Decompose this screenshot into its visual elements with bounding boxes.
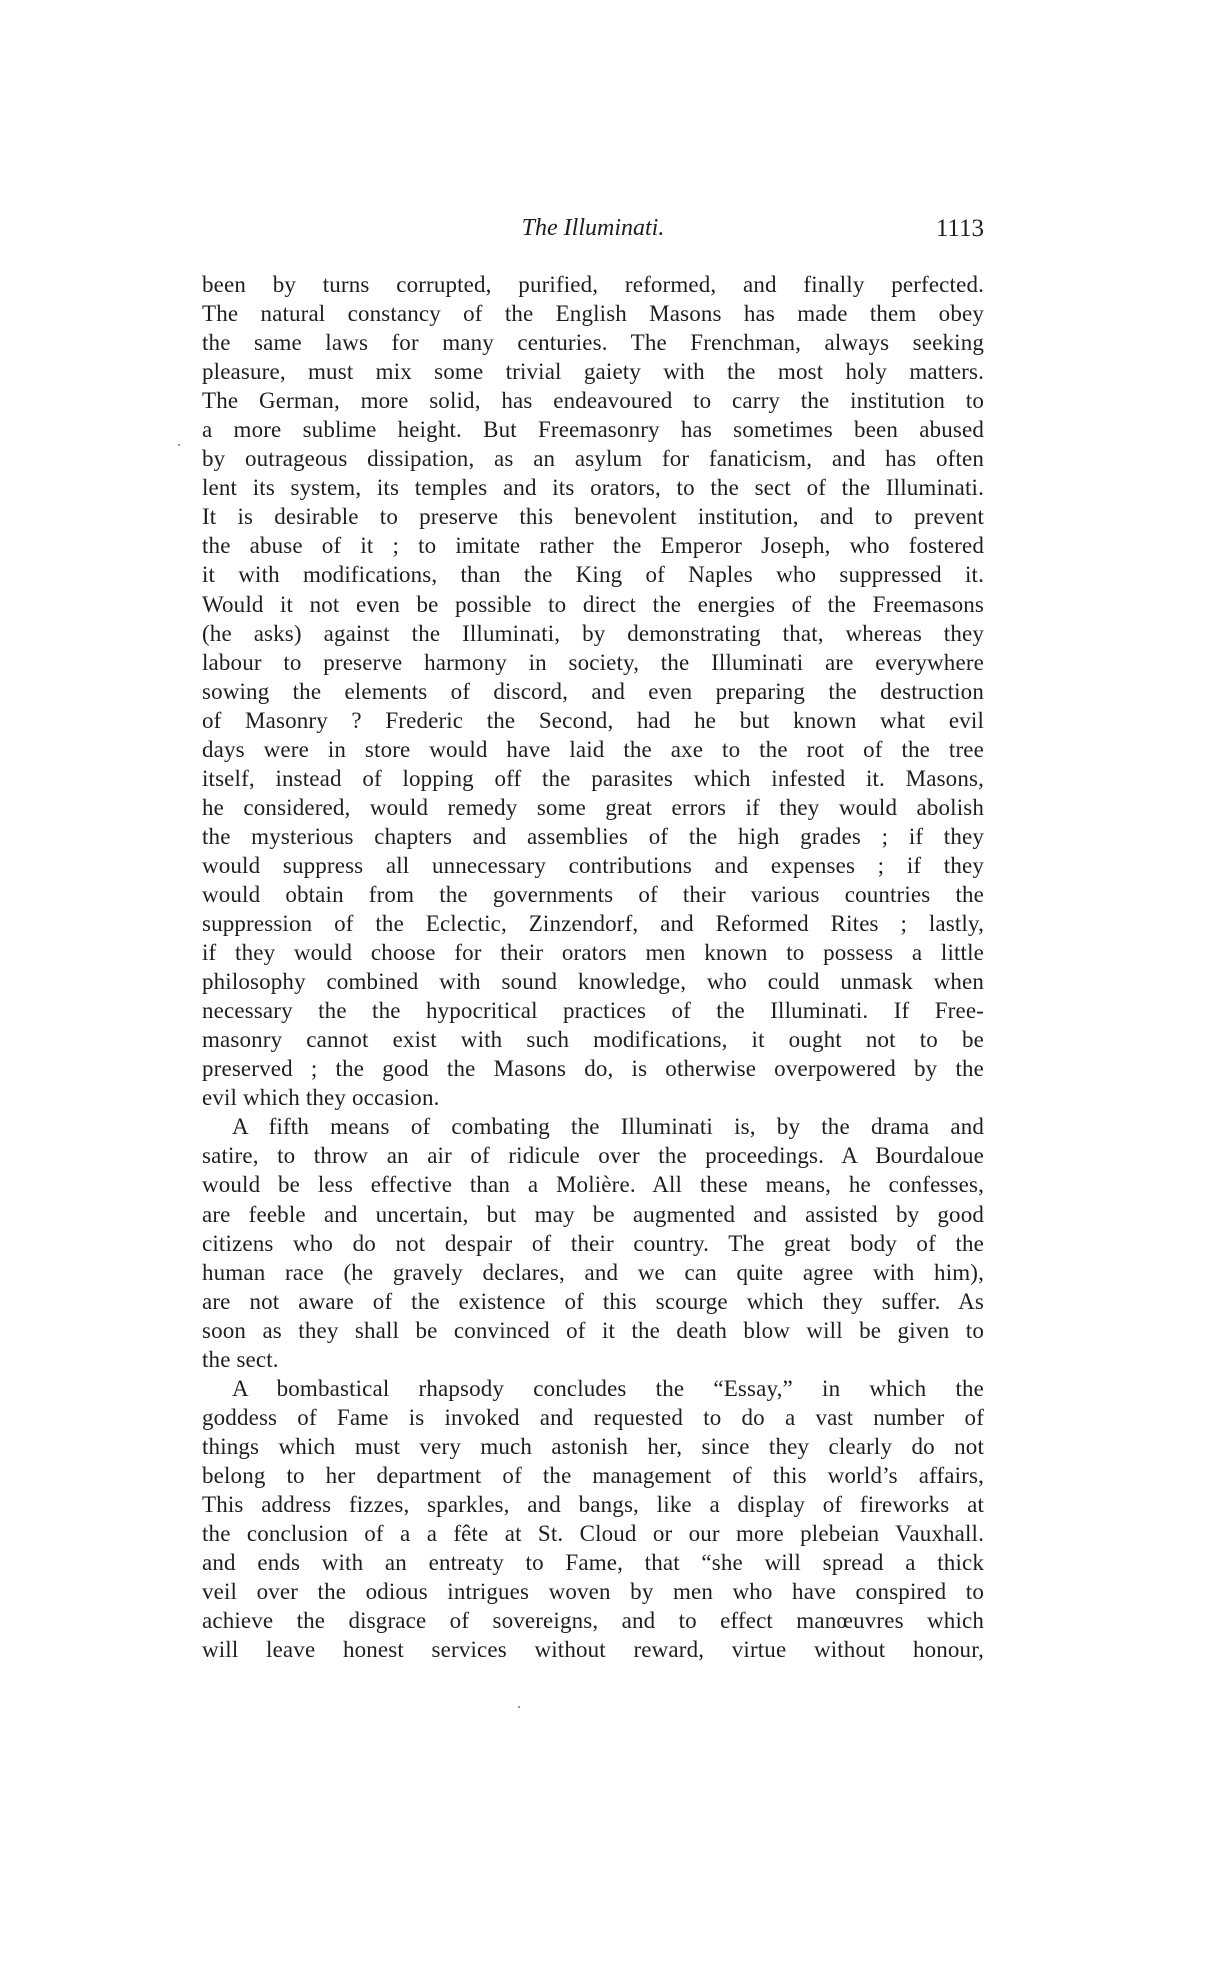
text-line: It is desirable to preserve this benevolent institution, and to prevent (202, 504, 984, 530)
text-line: the abuse of it ; to imitate rather the Emperor Joseph, who fostered (202, 533, 984, 559)
text-line: veil over the odious intrigues woven by men who have conspired to (202, 1579, 984, 1605)
text-line: citizens who do not despair of their country. The great body of the (202, 1230, 984, 1256)
text-line: are not aware of the existence of this scourge which they suffer. As (202, 1288, 984, 1314)
text-line: sowing the elements of discord, and even preparing the destruction (202, 678, 984, 704)
text-line: the mysterious chapters and assemblies of the high grades ; if they (202, 823, 984, 849)
text-line: and ends with an entreaty to Fame, that “she will spread a thick (202, 1550, 984, 1576)
text-line: The German, more solid, has endeavoured to carry the institution to (202, 388, 984, 414)
text-line: A bombastical rhapsody concludes the “Essay,” in which the (232, 1375, 984, 1401)
text-line: lent its system, its temples and its orators, to the sect of the Illuminati. (202, 475, 984, 501)
text-line: itself, instead of lopping off the parasites which infested it. Masons, (202, 765, 984, 791)
text-line: achieve the disgrace of sovereigns, and to effect manœuvres which (202, 1608, 984, 1634)
text-line: Would it not even be possible to direct the energies of the Freemasons (202, 591, 984, 617)
print-speck (178, 444, 180, 446)
text-line: philosophy combined with sound knowledge, who could unmask when (202, 969, 984, 995)
print-speck (518, 1706, 520, 1708)
page-number: 1113 (935, 215, 984, 242)
text-line: been by turns corrupted, purified, reformed, and finally perfected. (202, 272, 984, 297)
text-line: This address fizzes, sparkles, and bangs, like a display of fireworks at (202, 1491, 984, 1517)
text-line: if they would choose for their orators men known to possess a little (202, 940, 984, 966)
page-header (202, 215, 984, 249)
text-line: a more sublime height. But Freemasonry has sometimes been abused (202, 417, 984, 443)
text-line: necessary the the hypocritical practices of the Illuminati. If Free- (202, 998, 984, 1024)
text-line: days were in store would have laid the axe to the root of the tree (202, 736, 984, 762)
text-line: The natural constancy of the English Masons has made them obey (202, 301, 984, 327)
text-line: would suppress all unnecessary contributions and expenses ; if they (202, 852, 984, 878)
text-line: masonry cannot exist with such modifications, it ought not to be (202, 1027, 984, 1053)
text-line: will leave honest services without reward, virtue without honour, (202, 1637, 984, 1663)
text-line: suppression of the Eclectic, Zinzendorf, and Reformed Rites ; lastly, (202, 911, 984, 937)
running-title: The Illuminati. (521, 215, 665, 241)
text-line: goddess of Fame is invoked and requested to do a vast number of (202, 1404, 984, 1430)
text-line: satire, to throw an air of ridicule over the proceedings. A Bourdaloue (202, 1143, 984, 1169)
text-line: the same laws for many centuries. The Frenchman, always seeking (202, 330, 984, 356)
text-line: evil which they occasion. (202, 1085, 440, 1111)
text-line: (he asks) against the Illuminati, by demonstrating that, whereas they (202, 620, 984, 646)
body-text (202, 270, 984, 1664)
text-line: it with modifications, than the King of Naples who suppressed it. (202, 562, 984, 588)
text-line: he considered, would remedy some great errors if they would abolish (202, 794, 984, 820)
text-line: preserved ; the good the Masons do, is otherwise overpowered by the (202, 1056, 984, 1082)
text-line: the sect. (202, 1346, 279, 1372)
text-line: belong to her department of the management of this world’s affairs, (202, 1462, 984, 1488)
text-line: of Masonry ? Frederic the Second, had he but known what evil (202, 707, 984, 733)
text-line: things which must very much astonish her, since they clearly do not (202, 1433, 984, 1459)
text-line: would be less effective than a Molière. All these means, he confesses, (202, 1172, 984, 1198)
text-line: the conclusion of a a fête at St. Cloud or our more plebeian Vauxhall. (202, 1521, 984, 1547)
text-line: pleasure, must mix some trivial gaiety with the most holy matters. (202, 359, 984, 385)
text-line: human race (he gravely declares, and we can quite agree with him), (202, 1259, 984, 1285)
text-line: A fifth means of combating the Illuminati is, by the drama and (232, 1114, 984, 1140)
text-line: by outrageous dissipation, as an asylum for fanaticism, and has often (202, 446, 984, 472)
text-line: would obtain from the governments of their various countries the (202, 881, 984, 907)
text-line: soon as they shall be convinced of it the death blow will be given to (202, 1317, 984, 1343)
text-line: labour to preserve harmony in society, the Illuminati are everywhere (202, 649, 984, 675)
text-line: are feeble and uncertain, but may be augmented and assisted by good (202, 1201, 984, 1227)
